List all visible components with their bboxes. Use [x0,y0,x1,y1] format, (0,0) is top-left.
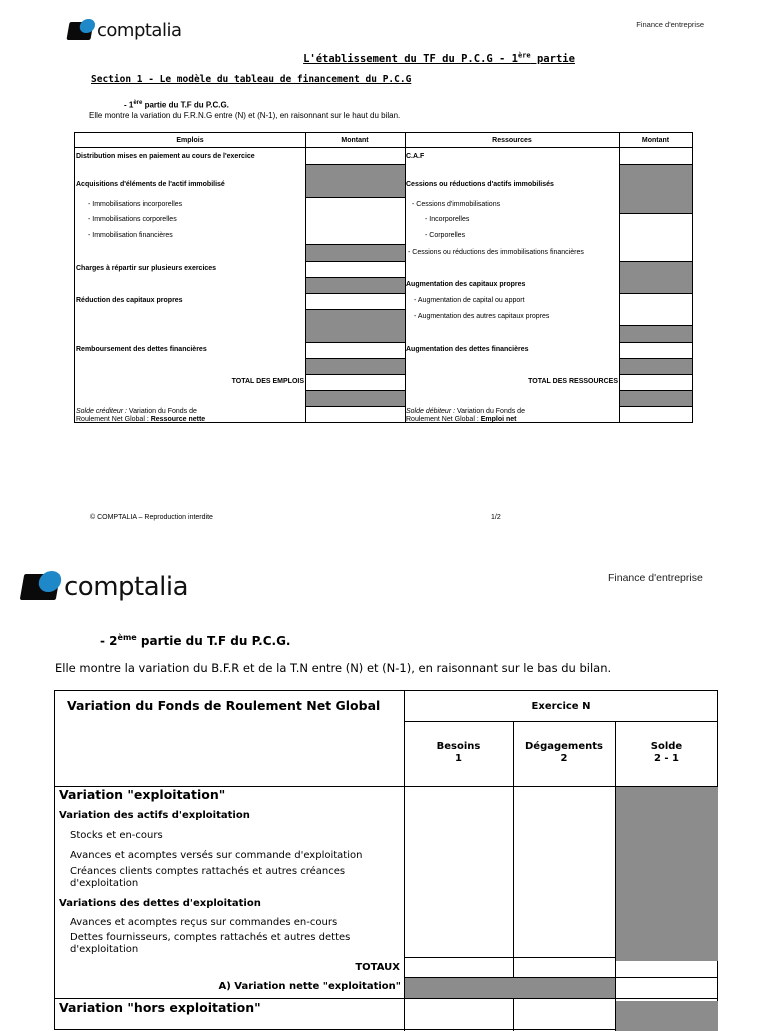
var-exploitation: Variation "exploitation" [59,787,226,802]
ressources-augm-capital: - Augmentation de capital ou apport [414,297,525,304]
header-emplois: Emplois [176,137,204,144]
ressources-cessions-fin: - Cessions ou réductions des immobilisations financières [408,249,584,256]
section-title: Section 1 - Le modèle du tableau de financement du P.C.G [91,74,412,85]
ressources-augm-dettes: Augmentation des dettes financières [406,346,529,353]
logo [68,20,182,41]
emplois-charges: Charges à répartir sur plusieurs exercices [76,265,217,272]
ressources-cessions-immo: - Cessions d'immobilisations [412,201,501,208]
row-creances: Créances clients comptes rattachés et autres créances d'exploitation [70,866,346,889]
logo-text: comptalia [97,20,182,41]
part-title: - 1ère partie du T.F du P.C.G. [124,100,229,110]
emplois-immo-fin: - Immobilisation financières [88,232,173,239]
ressources-caf: C.A.F [406,153,425,160]
var-actifs-exploitation: Variation des actifs d'exploitation [59,810,250,821]
exercice-n-header: Exercice N [531,701,591,712]
header-right-page2: Finance d'entreprise [608,572,703,584]
part2-title: - 2ème partie du T.F du P.C.G. [100,633,291,648]
row-totaux: TOTAUX [355,962,400,973]
part2-intro: Elle montre la variation du B.F.R et de la T.N entre (N) et (N-1), en raisonnant sur le bas du bilan. [55,661,612,675]
emplois-reduction: Réduction des capitaux propres [76,297,183,304]
ressources-incorp: - Incorporelles [425,216,470,223]
header-right: Finance d'entreprise [636,20,704,29]
intro-text: Elle montre la variation du F.R.N.G entre (N) et (N-1), en raisonnant sur le haut du bilan. [89,111,401,120]
col-degagements: Dégagements 2 [525,741,603,764]
emplois-immo-incorp: - Immobilisations incorporelles [88,201,183,208]
row-avances-verses: Avances et acomptes versés sur commande d'exploitation [70,850,363,861]
header-montant-emplois: Montant [341,137,369,144]
ressources-corp: - Corporelles [425,232,466,239]
row-avances-recus: Avances et acomptes reçus sur commandes en-cours [70,917,338,928]
ressources-solde: Solde débiteur : Variation du Fonds de Roulement Net Global : Emploi net [406,408,525,423]
var-hors-exploitation: Variation "hors exploitation" [59,1000,261,1015]
emplois-remboursement: Remboursement des dettes financières [76,346,207,353]
row-stocks: Stocks et en-cours [70,830,163,841]
financing-table [74,132,693,423]
bfr-table-title: Variation du Fonds de Roulement Net Global [67,698,381,713]
ressources-cessions: Cessions ou réductions d'actifs immobilisés [406,181,554,188]
emplois-total: TOTAL DES EMPLOIS [231,378,304,385]
emplois-immo-corp: - Immobilisations corporelles [88,216,177,223]
emplois-distribution: Distribution mises en paiement au cours de l'exercice [76,153,255,160]
logo-page2 [22,572,188,602]
page-title: L'établissement du TF du P.C.G - 1ère partie [303,51,575,65]
row-var-nette-exploitation: A) Variation nette "exploitation" [218,981,401,992]
emplois-solde: Solde créditeur : Variation du Fonds de Roulement Net Global : Ressource nette [76,408,206,423]
emplois-acquisitions: Acquisitions d'éléments de l'actif immobilisé [76,181,225,188]
footer-copyright: © COMPTALIA – Reproduction interdite [90,514,213,521]
comptalia-logo-icon [20,574,61,600]
comptalia-logo-icon [66,22,93,40]
row-dettes-fournisseurs: Dettes fournisseurs, comptes rattachés et autres dettes d'exploitation [70,932,351,955]
footer-page: 1/2 [491,514,501,521]
ressources-augm-autres: - Augmentation des autres capitaux propres [414,313,550,320]
header-ressources: Ressources [492,137,532,144]
header-montant-ressources: Montant [641,137,670,144]
logo-text: comptalia [64,572,189,602]
col-besoins: Besoins 1 [436,741,481,764]
bfr-table [54,690,718,1030]
col-solde: Solde 2 - 1 [650,741,683,764]
ressources-total: TOTAL DES RESSOURCES [528,378,618,385]
var-dettes-exploitation: Variations des dettes d'exploitation [59,898,261,909]
ressources-augm-cap: Augmentation des capitaux propres [406,281,526,288]
